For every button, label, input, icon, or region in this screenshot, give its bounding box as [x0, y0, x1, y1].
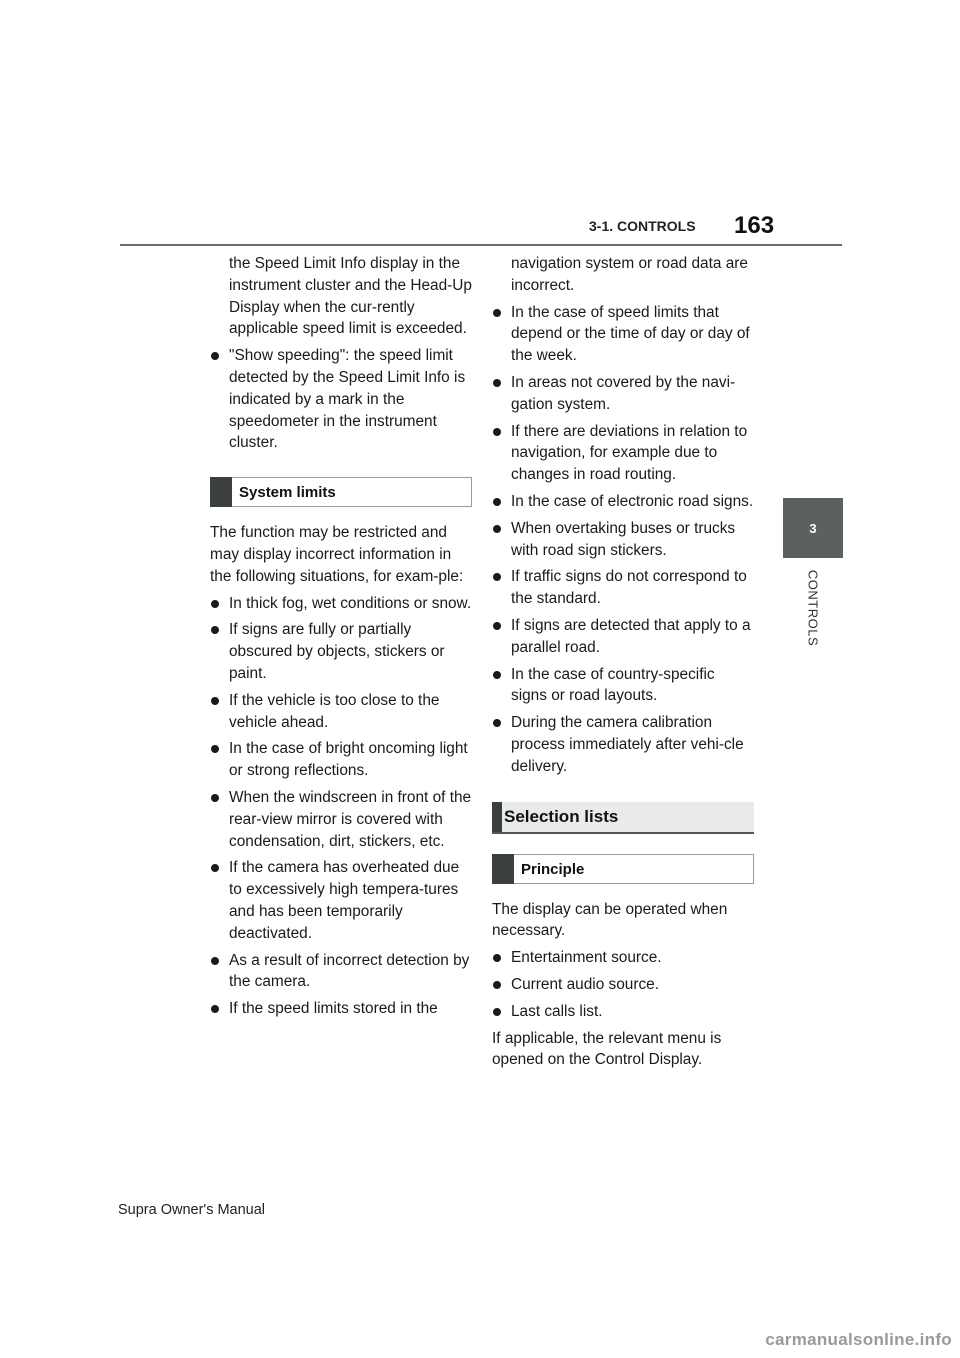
list-item-text: If signs are detected that apply to a parallel road.	[511, 616, 751, 656]
list-item-text: If the speed limits stored in the	[229, 1000, 438, 1018]
heading-text: System limits	[239, 484, 336, 502]
bullet-icon	[493, 498, 501, 506]
list-item-text: In areas not covered by the navi-gation system.	[511, 373, 736, 413]
list-item	[492, 566, 754, 610]
bullet-icon	[493, 671, 501, 679]
selection-lists-heading	[492, 802, 754, 834]
list-item	[210, 998, 472, 1020]
list-item-text: Last calls list.	[511, 1002, 603, 1020]
list-item-text: If traffic signs do not correspond to the standard.	[511, 568, 747, 608]
heading-text: Selection lists	[504, 806, 619, 826]
principle-outro: If applicable, the relevant menu is opened on the Control Display.	[492, 1029, 722, 1069]
list-item-text: Current audio source.	[511, 975, 659, 993]
list-item	[210, 690, 472, 734]
list-item-text: In thick fog, wet conditions or snow.	[229, 594, 472, 612]
heading-marker	[492, 802, 502, 832]
bullet-icon	[493, 379, 501, 387]
chapter-label: CONTROLS	[805, 569, 821, 647]
list-item-text: In the case of speed limits that depend or the time of day or day of the week.	[511, 303, 750, 365]
list-item-text: Entertainment source.	[511, 949, 662, 967]
heading-marker	[492, 854, 514, 884]
bullet-icon	[493, 954, 501, 962]
section-title: 3-1. CONTROLS	[589, 218, 696, 234]
bullet-icon	[211, 1005, 219, 1013]
principle-intro: The display can be operated when necessary.	[492, 900, 728, 940]
list-item	[492, 1001, 754, 1023]
list-item-text: If there are deviations in relation to navigation, for example due to changes in road routing.	[511, 422, 748, 484]
heading-marker	[210, 477, 232, 507]
list-item	[210, 787, 472, 852]
list-item	[210, 738, 472, 782]
manual-title: Supra Owner's Manual	[118, 1202, 266, 1218]
list-item	[492, 421, 754, 486]
bullet-icon	[211, 697, 219, 705]
list-item	[210, 619, 472, 684]
bullet-icon	[211, 745, 219, 753]
left-column	[210, 253, 472, 1025]
list-item-text: If the vehicle is too close to the vehicle ahead.	[229, 691, 440, 731]
watermark: carmanualsonline.info	[765, 1330, 952, 1349]
list-item	[492, 491, 754, 513]
list-item	[210, 857, 472, 944]
principle-heading	[492, 854, 754, 884]
bullet-icon	[493, 573, 501, 581]
heading-text: Principle	[521, 860, 585, 878]
list-item	[210, 345, 472, 454]
list-item-text: If signs are fully or partially obscured by objects, stickers or paint.	[229, 621, 445, 682]
list-item	[492, 615, 754, 659]
list-item	[492, 302, 754, 367]
bullet-icon	[493, 309, 501, 317]
bullet-icon	[493, 719, 501, 727]
bullet-icon	[493, 525, 501, 533]
list-item	[492, 974, 754, 996]
bullet-icon	[493, 428, 501, 436]
list-item	[492, 518, 754, 562]
system-limits-intro: The function may be restricted and may display incorrect information in the following situations, for exam-ple:	[210, 524, 464, 585]
bullet-icon	[211, 600, 219, 608]
list-item-text: In the case of electronic road signs.	[511, 492, 754, 510]
chapter-number: 3	[809, 520, 817, 536]
list-item-text: As a result of incorrect detection by the camera.	[229, 951, 470, 991]
bullet-icon	[211, 352, 219, 360]
bullet-icon	[493, 622, 501, 630]
bullet-icon	[211, 626, 219, 634]
list-item	[492, 947, 754, 969]
bullet-continuation: navigation system or road data are incorrect.	[511, 255, 748, 294]
list-item-text: When the windscreen in front of the rear-view mirror is covered with condensation, dirt, stickers, etc.	[229, 788, 472, 850]
bullet-icon	[493, 981, 501, 989]
chapter-tab[interactable]	[783, 498, 843, 558]
list-item	[492, 664, 754, 708]
list-item-text: When overtaking buses or trucks with road sign stickers.	[511, 519, 736, 559]
list-item	[210, 950, 472, 994]
right-column	[492, 253, 754, 1076]
list-item-text: "Show speeding": the speed limit detected by the Speed Limit Info is indicated by a mark in the speedometer in the instrument cluster.	[229, 347, 466, 452]
bullet-icon	[211, 864, 219, 872]
list-item-text: During the camera calibration process immediately after vehi-cle delivery.	[511, 714, 744, 775]
list-item	[492, 372, 754, 416]
bullet-icon	[493, 1008, 501, 1016]
intro-continuation: the Speed Limit Info display in the instrument cluster and the Head-Up Display when the cur-rently applicable speed limit is exceeded.	[229, 255, 472, 338]
bullet-icon	[211, 794, 219, 802]
list-item	[492, 712, 754, 777]
bullet-icon	[211, 957, 219, 965]
list-item	[210, 593, 472, 615]
list-item-text: In the case of bright oncoming light or strong reflections.	[229, 740, 468, 780]
system-limits-heading	[210, 477, 472, 507]
list-item-text: If the camera has overheated due to excessively high tempera-tures and has been temporarily deactivated.	[229, 859, 460, 942]
list-item-text: In the case of country-specific signs or road layouts.	[511, 665, 715, 705]
page-number: 163	[734, 212, 775, 239]
header-divider	[120, 244, 842, 246]
